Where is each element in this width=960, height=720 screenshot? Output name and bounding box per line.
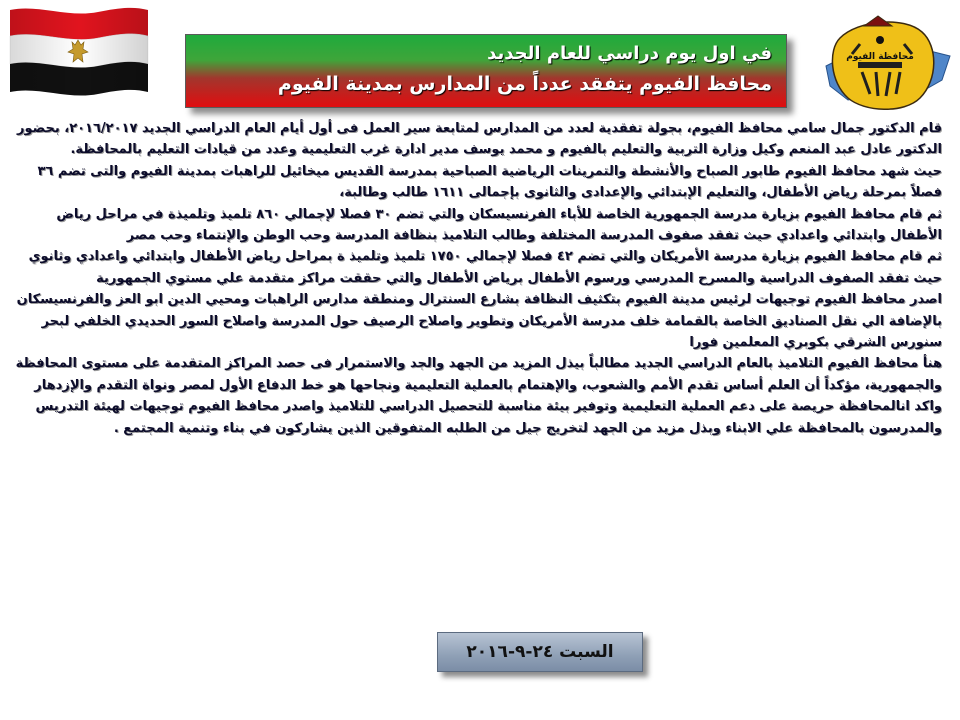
title-banner (185, 34, 787, 108)
fayoum-governorate-logo (818, 10, 958, 122)
article-paragraph: قام الدكتور جمال سامي محافظ الفيوم، بجولة تفقدية لعدد من المدارس لمتابعة سير العمل فى أول أيام العام الدراسي الجديد ٢٠١٦/٢٠١٧، بحضور الدكتور عادل عبد المنعم وكيل وزارة التربية والتعليم بالفيوم و محمد يوسف مدير ادارة غرب التعليمية وعدد من قيادات التعليم بالمحافظة. (17, 121, 942, 158)
banner-title-line1: في اول يوم دراسي للعام الجديد (487, 43, 772, 64)
date-badge (437, 632, 643, 672)
egypt-flag (8, 4, 150, 98)
article-paragraph: حيث شهد محافظ الفيوم طابور الصباح والأنشطة والتمرينات الرياضية الصباحية بمدرسة القديس ميخائيل للراهبات بمدينة الفيوم والتى تضم ٣٦ فصلاً بمرحلة رياض الأطفال، والتعليم الإبتدائي والإعدادى والثانوى بإجمالى ١٦١١ طالب وطالبة، (37, 163, 942, 201)
date-text: السبت ٢٤-٩-٢٠١٦ (466, 642, 614, 662)
article-paragraph: ثم قام محافظ الفيوم بزيارة مدرسة الجمهورية الخاصة للأباء الفرنسيسكان والتي تضم ٣٠ فصلا لإجمالي ٨٦٠ تلميذ وتلميذة في مراحل رياض الأطفال وابتدائي واعدادي حيث تفقد صفوف المدرسة المختلفة وطالب التلاميذ بنظافة المدرسة وحب الوطن والإنتماء وحب مصر (56, 206, 942, 244)
article-paragraph: ثم قام محافظ الفيوم بزيارة مدرسة الأمريكان والتي تضم ٤٢ فصلا لإجمالي ١٧٥٠ تلميذ وتلميذ ة بمراحل رياض الأطفال وابتدائي واعدادي وثانوي حيث تفقد الصفوف الدراسية والمسرح المدرسي ورسوم الأطفال برياض الأطفال والتي حققت مراكز متقدمة علي مستوي الجمهورية (28, 249, 942, 286)
article-body (12, 118, 942, 618)
banner-title-line2: محافظ الفيوم يتفقد عدداً من المدارس بمدينة الفيوم (277, 73, 772, 95)
article-paragraph: اصدر محافظ الفيوم توجيهات لرئيس مدينة الفيوم بتكثيف النظافة بشارع السنترال ومنطقة مدارس الراهبات ومحيي الدين ابو العز والفرنسيسكان بالإضافة الي نقل الصناديق الخاصة بالقمامة خلف مدرسة الأمريكان وتطوير واصلاح الرصيف حول المدرسة واصلاح السور الحديدي الخلفي لبحر سنورس الشرقي بكوبري المعلمين فورا (16, 292, 942, 351)
logo-text: محافظة الفيوم (846, 52, 914, 62)
article-paragraph: هنأ محافظ الفيوم التلاميذ بالعام الدراسي الجديد مطالباً بيذل المزيد من الجهد والجد والاستمرار فى حصد المراكز المتقدمة على مستوى المحافظة والجمهورية، مؤكداً أن العلم أساس تقدم الأمم والشعوب، والإهتمام بالعملية التعليمية ونجاحها هو خط الدفاع الأول لمصر ونواة التقدم والإزدهار واكد انالمحافظة حريصة على دعم العملية التعليمية وتوفير بيئة مناسبة للتحصيل الدراسي للتلاميذ واصدر محافظ الفيوم توجيهات لهيئة التدريس والمدرسون بالمحافظة علي الابناء وبذل مزيد من الجهد لتخريج جيل من الطلبه المتفوقين الذين يشاركون في بناء وتنمية المجتمع . (15, 356, 942, 436)
